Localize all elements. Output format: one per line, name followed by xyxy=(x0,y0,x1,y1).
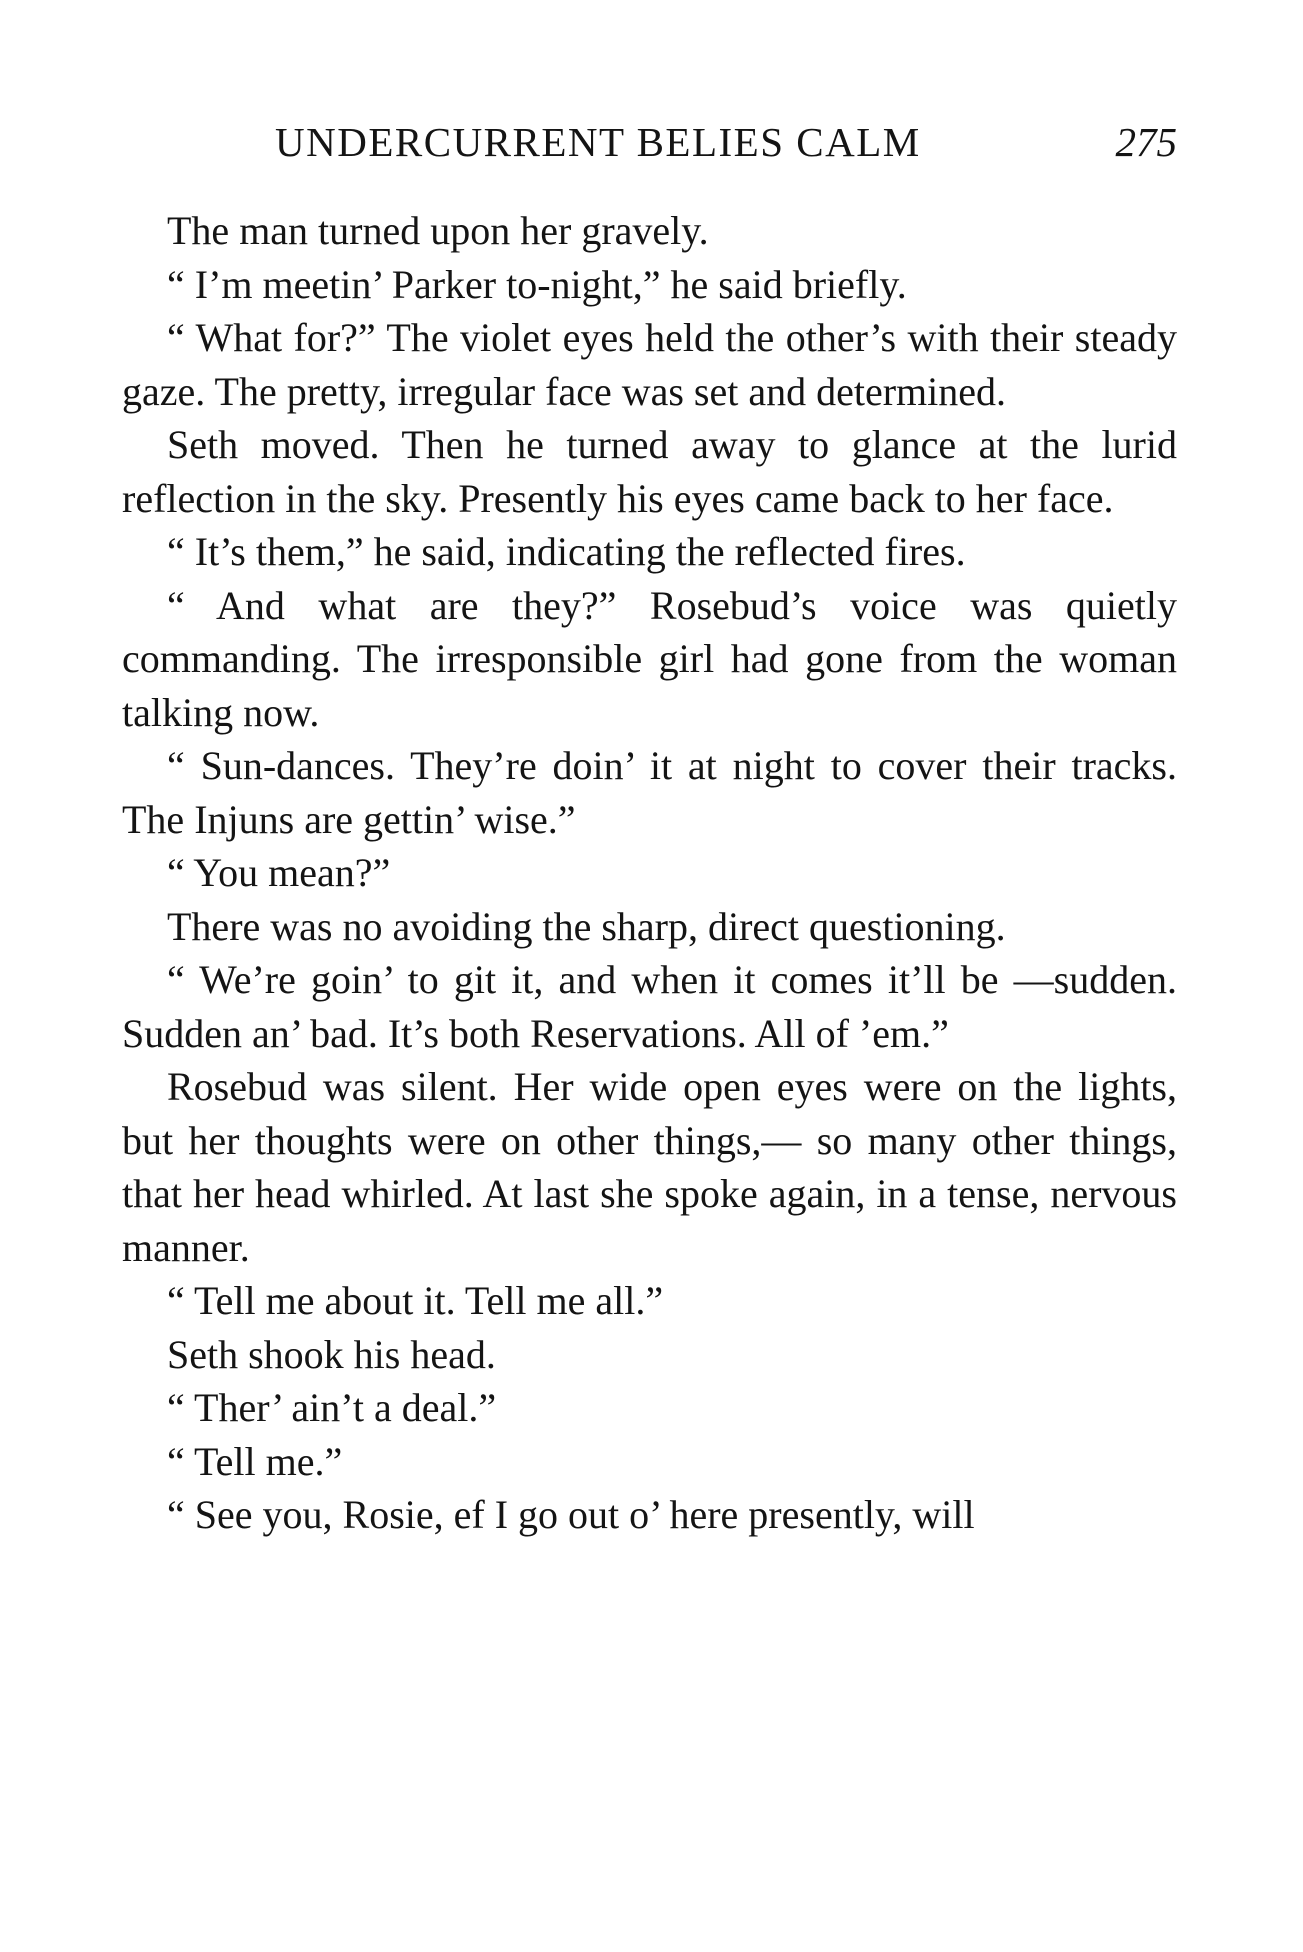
paragraph: “ Tell me.” xyxy=(167,1438,343,1484)
paragraph: “ We’re goin’ to git it, and when it comes it’ll be —sudden. Sudden an’ bad. It’s both Reservations. All of ’em.” xyxy=(122,957,1177,1056)
paragraph: “ Tell me about it. Tell me all.” xyxy=(167,1278,664,1323)
paragraph: There was no avoiding the sharp, direct questioning. xyxy=(167,903,1006,949)
paragraph: Seth shook his head. xyxy=(167,1331,496,1377)
running-head xyxy=(122,112,1177,172)
paragraph: The man turned upon her gravely. xyxy=(167,208,709,253)
paragraph: “ And what are they?” Rosebud’s voice was quietly commanding. The irresponsible girl had gone from the woman talking now. xyxy=(122,582,1177,735)
paragraph: “ Sun-dances. They’re doin’ it at night to cover their tracks. The Injuns are gettin’ wise.” xyxy=(122,743,1177,842)
paragraph: “ It’s them,” he said, indicating the reflected fires. xyxy=(167,529,966,574)
paragraph: Seth moved. Then he turned away to glance at the lurid reflection in the sky. Presently his eyes came back to her face. xyxy=(122,422,1177,521)
paragraph: “ You mean?” xyxy=(167,850,391,895)
paragraph: “ See you, Rosie, ef I go out o’ here presently, will xyxy=(167,1492,975,1537)
paragraph: “ What for?” The violet eyes held the other’s with their steady gaze. The pretty, irregular face was set and determined. xyxy=(122,315,1177,414)
paragraph: “ Ther’ ain’t a deal.” xyxy=(167,1385,497,1430)
body-text xyxy=(122,204,1177,1542)
paragraph: “ I’m meetin’ Parker to-night,” he said briefly. xyxy=(167,261,907,307)
paragraph: Rosebud was silent. Her wide open eyes were on the lights, but her thoughts were on other things,— so many other things, that her head whirled. At last she spoke again, in a tense, nervous manner. xyxy=(122,1064,1177,1270)
page-number: 275 xyxy=(1115,119,1177,165)
running-title: UNDERCURRENT BELIES CALM xyxy=(275,119,921,165)
